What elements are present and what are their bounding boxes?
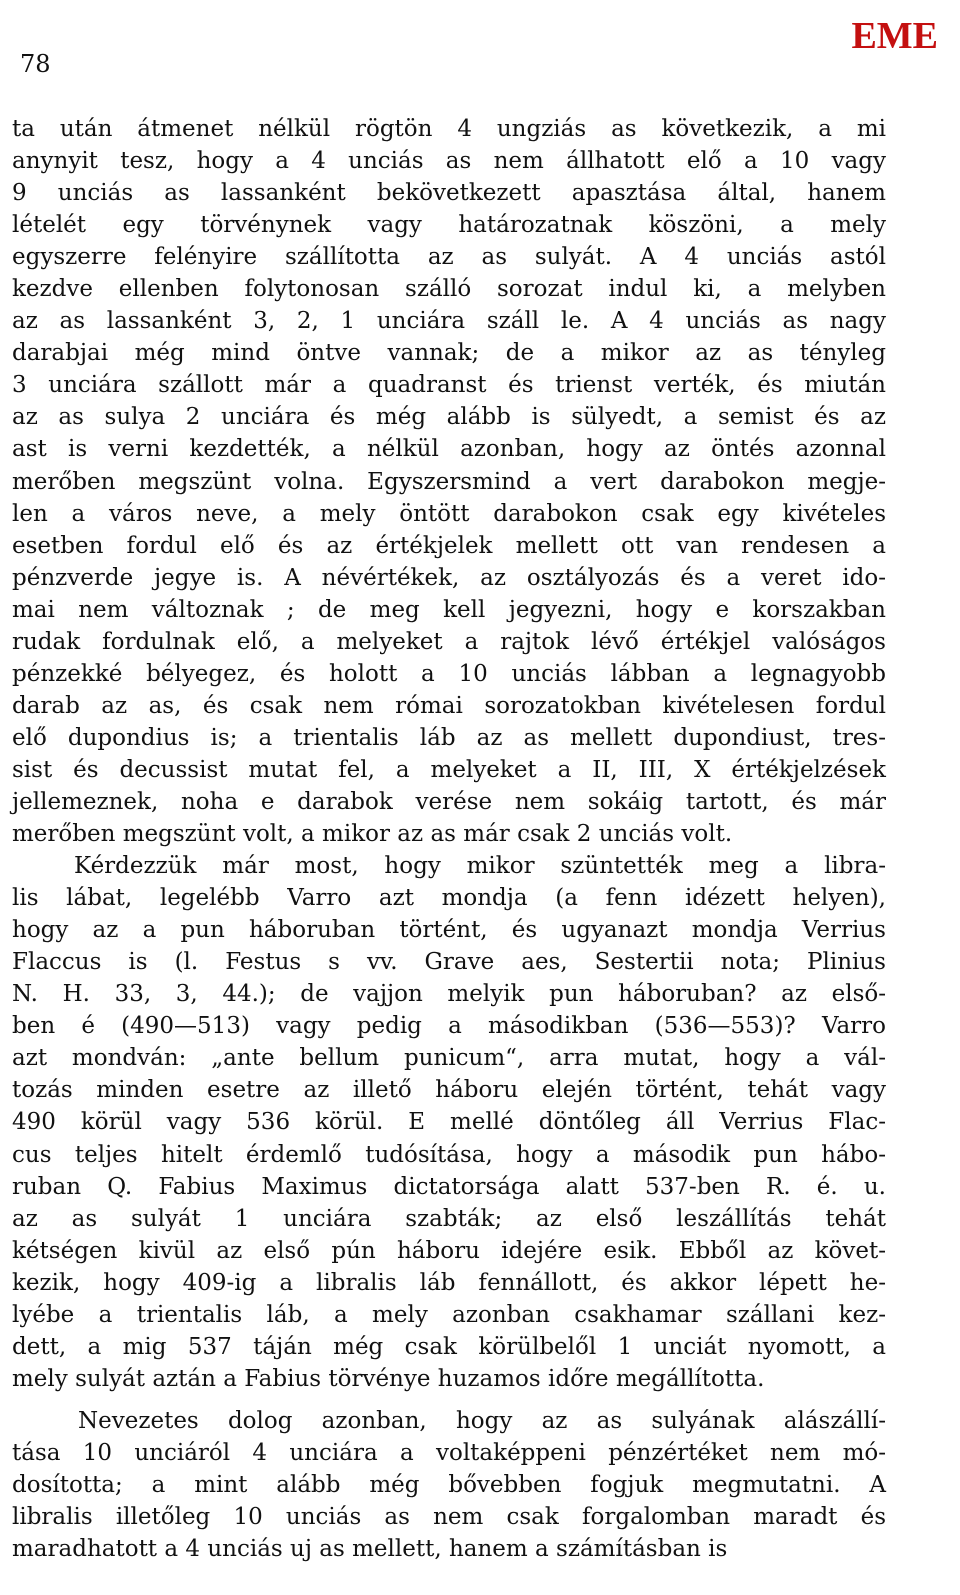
- text-line: lis lábat, legelébb Varro azt mondja (a fenn idézett helyen),: [12, 885, 886, 912]
- text-line: 490 körül vagy 536 körül. E mellé döntőleg áll Verrius Flac-: [12, 1109, 886, 1136]
- paragraph-gap: [12, 1395, 886, 1405]
- text-line: mely sulyát aztán a Fabius törvénye huzamos időre megállította.: [12, 1365, 765, 1392]
- text-line: egyszerre felényire szállította az as sulyát. A 4 unciás astól: [12, 244, 886, 271]
- text-line: Kérdezzük már most, hogy mikor szüntették meg a libra-: [74, 853, 886, 880]
- text-line: 9 unciás as lassanként bekövetkezett apasztása által, hanem: [12, 180, 886, 207]
- text-line: len a város neve, a mely öntött darabokon csak egy kivételes: [12, 500, 886, 527]
- text-line: Nevezetes dolog azonban, hogy az as sulyának alászállí-: [78, 1407, 886, 1434]
- text-line: N. H. 33, 3, 44.); de vajjon melyik pun háboruban? az első-: [12, 981, 886, 1008]
- text-line: pénzverde jegye is. A névértékek, az osztályozás és a veret ido-: [12, 564, 886, 591]
- text-line: merőben megszünt volna. Egyszersmind a vert darabokon megje-: [12, 468, 886, 495]
- text-line: esetben fordul elő és az értékjelek mellett ott van rendesen a: [12, 532, 886, 559]
- text-line: az as sulya 2 unciára és még alább is sülyedt, a semist és az: [12, 404, 886, 431]
- text-line: darab az as, és csak nem római sorozatokban kivételesen fordul: [12, 692, 886, 719]
- text-line: cus teljes hitelt érdemlő tudósítása, hogy a második pun hábo-: [12, 1141, 886, 1168]
- text-line: libralis illetőleg 10 unciás as nem csak forgalomban maradt és: [12, 1504, 886, 1531]
- text-line: Flaccus is (l. Festus s vv. Grave aes, Sestertii nota; Plinius: [12, 949, 886, 976]
- text-line: 3 unciára szállott már a quadranst és trienst verték, és miután: [12, 372, 886, 399]
- paragraph: [12, 850, 886, 1395]
- paragraph: [12, 1405, 886, 1565]
- text-line: lételét egy törvénynek vagy határozatnak köszöni, a mely: [12, 212, 886, 239]
- text-line: dosította; a mint alább még bővebben fogjuk megmutatni. A: [12, 1471, 886, 1498]
- text-line: merőben megszünt volt, a mikor az as már csak 2 unciás volt.: [12, 821, 733, 848]
- text-line: hogy az a pun háboruban történt, és ugyanazt mondja Verrius: [12, 917, 886, 944]
- text-line: ruban Q. Fabius Maximus dictatorsága alatt 537-ben R. é. u.: [12, 1173, 886, 1200]
- page-number: 78: [20, 50, 51, 78]
- text-line: lyébe a trientalis láb, a mely azonban csakhamar szállani kez-: [12, 1301, 886, 1328]
- text-line: ta után átmenet nélkül rögtön 4 ungziás as következik, a mi: [12, 116, 886, 142]
- text-line: sist és decussist mutat fel, a melyeket a II, III, X értékjelzések: [12, 756, 886, 783]
- text-line: dett, a mig 537 táján még csak körülbelől 1 unciát nyomott, a: [12, 1333, 886, 1360]
- text-line: azt mondván: „ante bellum punicum“, arra mutat, hogy a vál-: [12, 1045, 886, 1072]
- text-line: rudak fordulnak elő, a melyeket a rajtok lévő értékjel valóságos: [12, 628, 886, 655]
- paragraph: [12, 113, 886, 850]
- text-line: kezdve ellenben folytonosan szálló sorozat indul ki, a melyben: [12, 276, 886, 303]
- text-line: pénzekké bélyegez, és holott a 10 unciás lábban a legnagyobb: [12, 660, 886, 687]
- text-line: anynyit tesz, hogy a 4 unciás as nem állhatott elő a 10 vagy: [12, 148, 886, 175]
- text-line: mai nem változnak ; de meg kell jegyezni, hogy e korszakban: [12, 596, 886, 623]
- text-line: kétségen kivül az első pún háboru idejére esik. Ebből az követ-: [12, 1237, 886, 1264]
- text-line: tozás minden esetre az illető háboru elején történt, tehát vagy: [12, 1077, 886, 1104]
- text-line: maradhatott a 4 unciás uj as mellett, hanem a számításban is: [12, 1536, 728, 1563]
- text-line: jellemeznek, noha e darabok verése nem sokáig tartott, és már: [12, 788, 886, 815]
- text-line: az as lassanként 3, 2, 1 unciára száll le. A 4 unciás as nagy: [12, 308, 886, 335]
- text-line: ast is verni kezdették, a nélkül azonban, hogy az öntés azonnal: [12, 436, 886, 463]
- text-line: ben é (490—513) vagy pedig a másodikban (536—553)? Varro: [12, 1013, 886, 1040]
- text-line: elő dupondius is; a trientalis láb az as mellett dupondiust, tres-: [12, 724, 886, 751]
- eme-logo: EME: [851, 15, 938, 57]
- text-line: az as sulyát 1 unciára szabták; az első leszállítás tehát: [12, 1205, 886, 1232]
- text-line: kezik, hogy 409-ig a libralis láb fennállott, és akkor lépett he-: [12, 1269, 886, 1296]
- text-line: tása 10 unciáról 4 unciára a voltaképpeni pénzértéket nem mó-: [12, 1439, 886, 1466]
- body-text: [12, 113, 886, 1565]
- text-line: darabjai még mind öntve vannak; de a mikor az as tényleg: [12, 340, 886, 367]
